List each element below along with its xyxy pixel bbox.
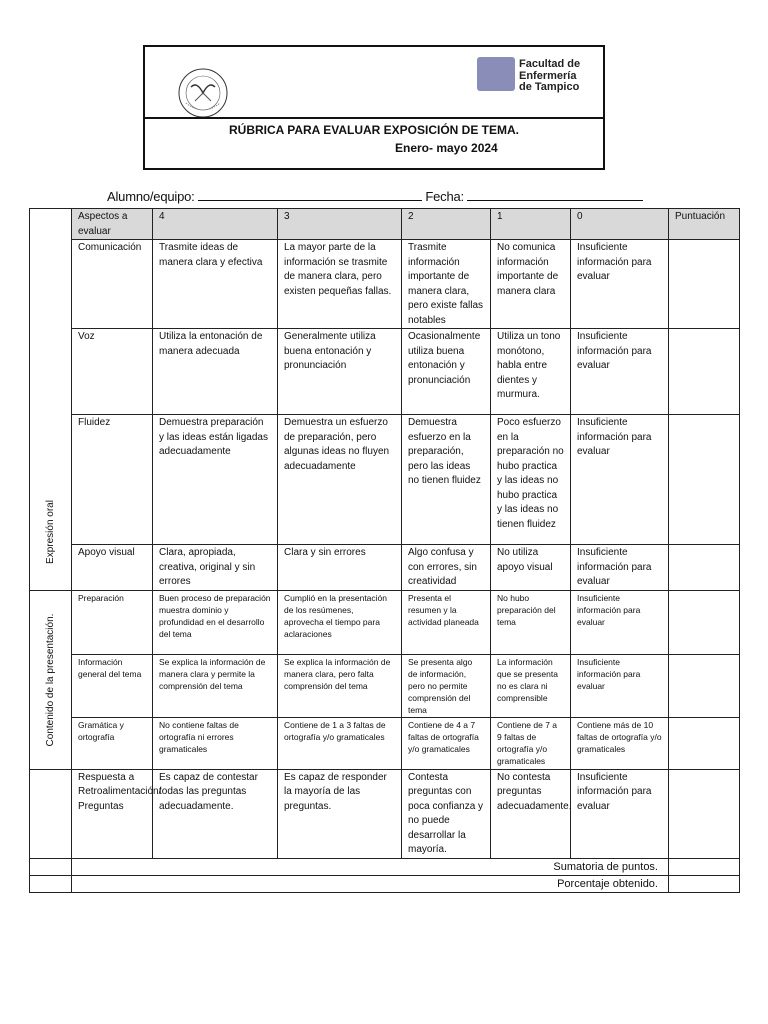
score-cell[interactable]: [669, 415, 740, 545]
score-cell[interactable]: [669, 590, 740, 654]
document-header: [143, 45, 605, 170]
level-1-cell: Poco esfuerzo en la preparación no hubo practica y las ideas no hubo practica y las ideas no tienen fluidez: [491, 415, 571, 545]
level-2-cell: Presenta el resumen y la actividad planeada: [402, 590, 491, 654]
score-cell[interactable]: [669, 545, 740, 591]
level-2-cell: Ocasionalmente utiliza buena entonación y pronunciación: [402, 329, 491, 415]
level-4-cell: Buen proceso de preparación muestra dominio y profundidad en el desarrollo del tema: [153, 590, 278, 654]
level-1-cell: La información que se presenta no es clara ni comprensible: [491, 654, 571, 717]
alumno-label: Alumno/equipo:: [107, 189, 195, 204]
table-row: [30, 590, 740, 654]
score-cell[interactable]: [669, 240, 740, 329]
level-2-cell: Se presenta algo de información, pero no permite comprensión del tema: [402, 654, 491, 717]
level-1-cell: No hubo preparación del tema: [491, 590, 571, 654]
faculty-emblem-icon: [477, 57, 515, 91]
aspect-cell: Apoyo visual: [72, 545, 153, 591]
score-cell[interactable]: [669, 329, 740, 415]
table-row: [30, 240, 740, 329]
column-header: Puntuación: [669, 209, 740, 240]
section-label: Contenido de la presentación.: [44, 613, 56, 746]
level-1-cell: Utiliza un tono monótono, habla entre dientes y murmura.: [491, 329, 571, 415]
level-0-cell: Insuficiente información para evaluar: [571, 769, 669, 858]
level-1-cell: Contiene de 7 a 9 faltas de ortografía y/o gramaticales: [491, 717, 571, 769]
aspect-cell: Fluidez: [72, 415, 153, 545]
column-header: 2: [402, 209, 491, 240]
aspect-cell: Comunicación: [72, 240, 153, 329]
university-seal-icon: [177, 67, 229, 119]
level-2-cell: Demuestra esfuerzo en la preparación, pero las ideas no tienen fluidez: [402, 415, 491, 545]
level-0-cell: Insuficiente información para evaluar: [571, 590, 669, 654]
level-0-cell: Insuficiente información para evaluar: [571, 654, 669, 717]
level-4-cell: Demuestra preparación y las ideas están ligadas adecuadamente: [153, 415, 278, 545]
table-row: [30, 415, 740, 545]
level-4-cell: Clara, apropiada, creativa, original y sin errores: [153, 545, 278, 591]
level-2-cell: Contiene de 4 a 7 faltas de ortografía y/o gramaticales: [402, 717, 491, 769]
level-0-cell: Contiene más de 10 faltas de ortografía y/o gramaticales: [571, 717, 669, 769]
level-3-cell: Clara y sin errores: [278, 545, 402, 591]
table-row: [30, 654, 740, 717]
aspect-cell: Voz: [72, 329, 153, 415]
level-1-cell: No utiliza apoyo visual: [491, 545, 571, 591]
faculty-logo-text: Facultad de Enfermería de Tampico: [519, 58, 581, 93]
level-4-cell: No contiene faltas de ortografía ni errores gramaticales: [153, 717, 278, 769]
table-header-row: [30, 209, 740, 240]
aspect-cell: Información general del tema: [72, 654, 153, 717]
aspect-cell: Preparación: [72, 590, 153, 654]
column-header: 1: [491, 209, 571, 240]
percent-score-cell[interactable]: [669, 875, 740, 892]
level-3-cell: Se explica la información de manera clara, pero falta comprensión del tema: [278, 654, 402, 717]
alumno-field[interactable]: [198, 188, 422, 201]
score-cell[interactable]: [669, 769, 740, 858]
level-3-cell: Generalmente utiliza buena entonación y pronunciación: [278, 329, 402, 415]
level-2-cell: Contesta preguntas con poca confianza y no puede desarrollar la mayoría.: [402, 769, 491, 858]
percent-row: [30, 875, 740, 892]
level-3-cell: Es capaz de responder la mayoría de las preguntas.: [278, 769, 402, 858]
section-label: Expresión oral: [44, 500, 56, 565]
score-cell[interactable]: [669, 717, 740, 769]
table-row: [30, 329, 740, 415]
student-info-line: [107, 188, 643, 204]
column-header: Aspectos a evaluar: [72, 209, 153, 240]
level-4-cell: Se explica la información de manera clara y permite la comprensión del tema: [153, 654, 278, 717]
level-0-cell: Insuficiente información para evaluar: [571, 545, 669, 591]
level-3-cell: Demuestra un esfuerzo de preparación, pero algunas ideas no fluyen adecuadamente: [278, 415, 402, 545]
header-divider: [145, 117, 603, 119]
level-1-cell: No comunica información importante de manera clara: [491, 240, 571, 329]
column-header: 3: [278, 209, 402, 240]
faculty-logo: [477, 57, 595, 99]
score-cell[interactable]: [669, 654, 740, 717]
document-period: Enero- mayo 2024: [395, 141, 498, 155]
level-3-cell: La mayor parte de la información se trasmite de manera clara, pero existen pequeñas fallas.: [278, 240, 402, 329]
level-3-cell: Cumplió en la presentación de los resúmenes, aprovecha el tiempo para aclaraciones: [278, 590, 402, 654]
column-header: 0: [571, 209, 669, 240]
level-1-cell: No contesta preguntas adecuadamente.: [491, 769, 571, 858]
level-4-cell: Utiliza la entonación de manera adecuada: [153, 329, 278, 415]
section-cell-expresion-oral: [30, 209, 72, 591]
level-4-cell: Trasmite ideas de manera clara y efectiva: [153, 240, 278, 329]
fecha-label: Fecha:: [425, 189, 464, 204]
rubric-table: [29, 208, 740, 893]
sum-row: [30, 858, 740, 875]
percent-label: Porcentaje obtenido.: [72, 875, 669, 892]
level-2-cell: Trasmite información importante de manera clara, pero existe fallas notables: [402, 240, 491, 329]
level-0-cell: Insuficiente información para evaluar: [571, 415, 669, 545]
level-4-cell: Es capaz de contestar todas las preguntas adecuadamente.: [153, 769, 278, 858]
level-0-cell: Insuficiente información para evaluar: [571, 329, 669, 415]
table-row: [30, 769, 740, 858]
level-2-cell: Algo confusa y con errores, sin creatividad: [402, 545, 491, 591]
aspect-cell: Respuesta a Retroalimentación/ Preguntas: [72, 769, 153, 858]
level-0-cell: Insuficiente información para evaluar: [571, 240, 669, 329]
table-row: [30, 717, 740, 769]
fecha-field[interactable]: [467, 188, 643, 201]
table-row: [30, 545, 740, 591]
section-cell-retroalimentacion: [30, 769, 72, 858]
sum-label: Sumatoria de puntos.: [72, 858, 669, 875]
aspect-cell: Gramática y ortografía: [72, 717, 153, 769]
level-3-cell: Contiene de 1 a 3 faltas de ortografía y/o gramaticales: [278, 717, 402, 769]
section-cell-contenido: [30, 590, 72, 769]
column-header: 4: [153, 209, 278, 240]
sum-score-cell[interactable]: [669, 858, 740, 875]
document-title: RÚBRICA PARA EVALUAR EXPOSICIÓN DE TEMA.: [228, 123, 519, 137]
